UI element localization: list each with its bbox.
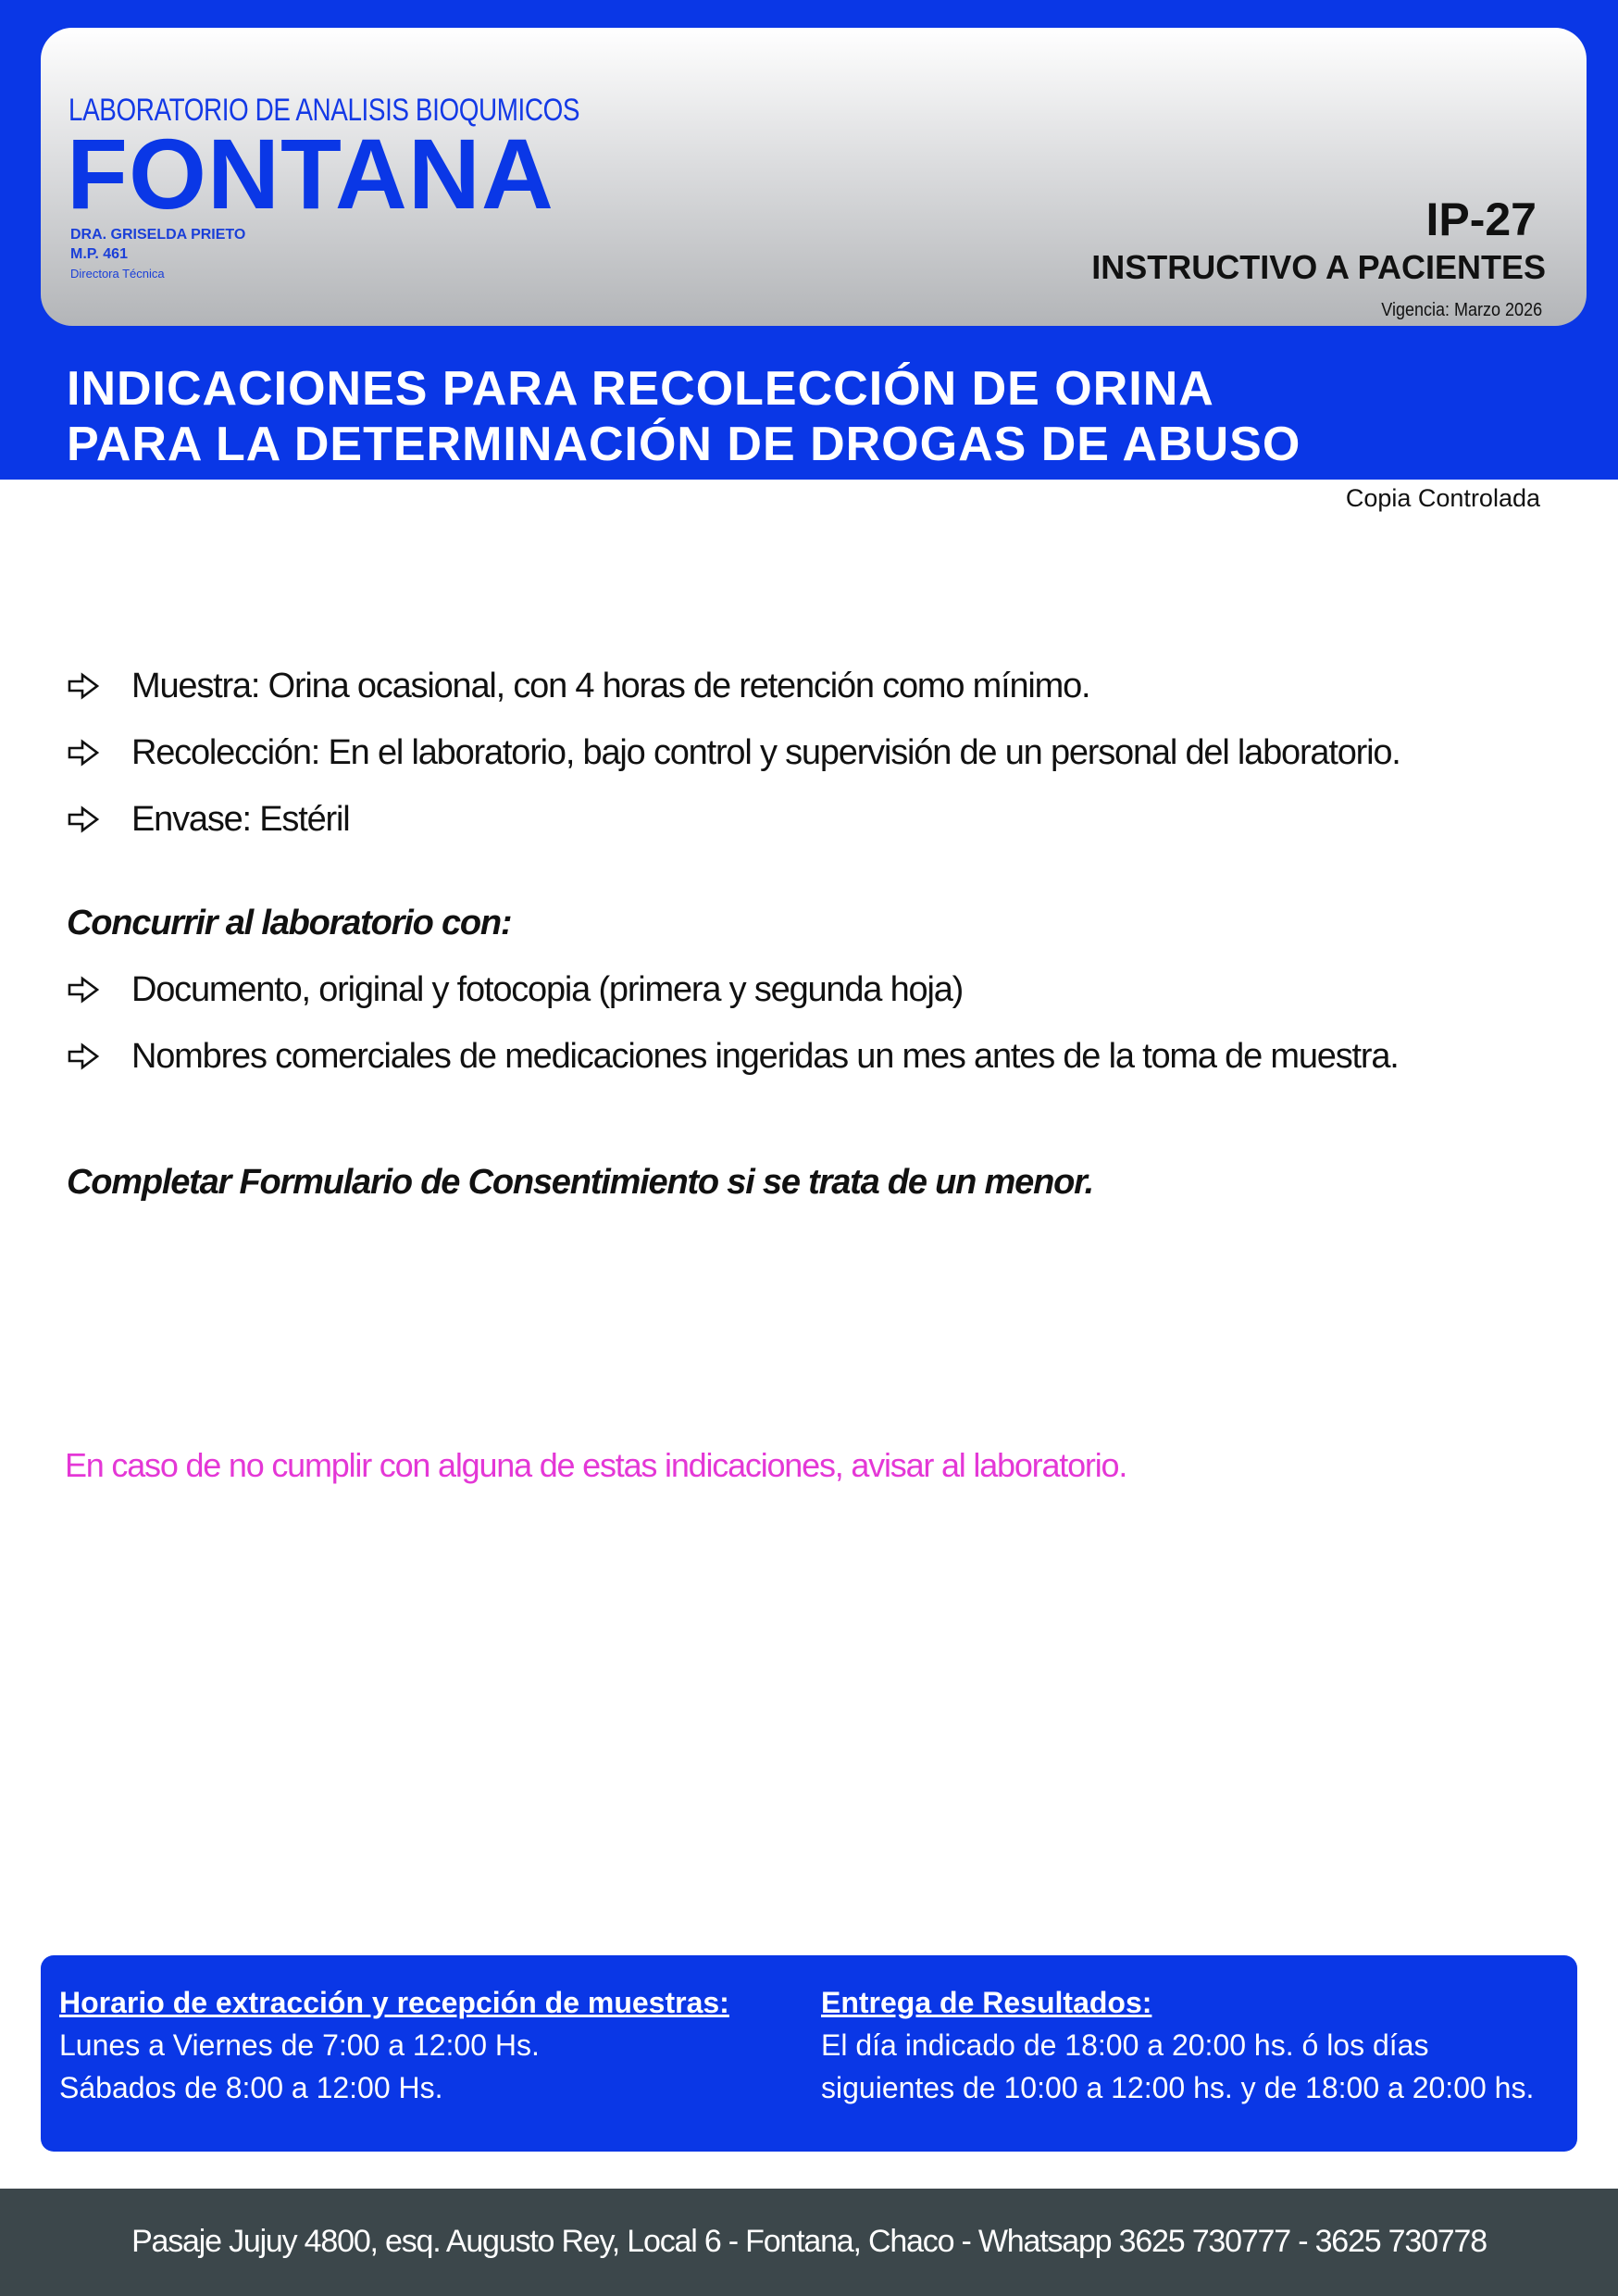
results-delivery: [821, 1981, 1534, 2109]
list-item-text: Muestra: Orina ocasional, con 4 horas de retención como mínimo.: [131, 667, 1090, 705]
list-item-text: Envase: Estéril: [131, 800, 350, 839]
extraction-line: Sábados de 8:00 a 12:00 Hs.: [59, 2071, 443, 2104]
bring-heading: Concurrir al laboratorio con:: [67, 904, 512, 942]
document-title-line-1: INDICACIONES PARA RECOLECCIÓN DE ORINA: [67, 362, 1214, 416]
document-title-line-2: PARA LA DETERMINACIÓN DE DROGAS DE ABUSO: [67, 418, 1301, 471]
results-line: El día indicado de 18:00 a 20:00 hs. ó los días: [821, 2028, 1429, 2062]
footer-bar: [0, 2189, 1618, 2296]
controlled-copy-label: Copia Controlada: [1345, 484, 1540, 512]
arrow-right-icon: [67, 805, 100, 833]
schedule-box: [41, 1955, 1577, 2152]
footer-address: Pasaje Jujuy 4800, esq. Augusto Rey, Local 6 - Fontana, Chaco - Whatsapp 3625 730777 - 3625 730778: [131, 2224, 1487, 2259]
document-type: INSTRUCTIVO A PACIENTES: [1091, 248, 1546, 286]
list-item-text: Documento, original y fotocopia (primera y segunda hoja): [131, 970, 964, 1009]
consent-note: Completar Formulario de Consentimiento si se trata de un menor.: [67, 1163, 1093, 1202]
list-item-text: Nombres comerciales de medicaciones ingeridas un mes antes de la toma de muestra.: [131, 1037, 1399, 1076]
document-code: IP-27: [1425, 193, 1537, 245]
validity-date: Vigencia: Marzo 2026: [1381, 300, 1542, 320]
lab-subtitle: LABORATORIO DE ANALISIS BIOQUMICOS: [68, 93, 580, 128]
list-item-text: Recolección: En el laboratorio, bajo control y supervisión de un personal del laboratorio.: [131, 733, 1400, 772]
header-card: [41, 28, 1587, 326]
arrow-right-icon: [67, 739, 100, 767]
extraction-hours: [59, 1981, 729, 2109]
arrow-right-icon: [67, 976, 100, 1004]
arrow-right-icon: [67, 1042, 100, 1070]
results-line: siguientes de 10:00 a 12:00 hs. y de 18:00 a 20:00 hs.: [821, 2071, 1535, 2104]
doctor-role: Directora Técnica: [70, 267, 165, 281]
warning-notice: En caso de no cumplir con alguna de estas indicaciones, avisar al laboratorio.: [65, 1446, 1127, 1484]
doctor-license: M.P. 461: [70, 246, 128, 262]
extraction-heading: Horario de extracción y recepción de muestras:: [59, 1986, 729, 2019]
doctor-name: DRA. GRISELDA PRIETO: [70, 227, 246, 243]
extraction-line: Lunes a Viernes de 7:00 a 12:00 Hs.: [59, 2028, 540, 2062]
results-heading: Entrega de Resultados:: [821, 1986, 1152, 2019]
brand-logo-text: FONTANA: [67, 118, 554, 230]
header-band: [0, 0, 1618, 480]
document-title: [67, 361, 1301, 472]
arrow-right-icon: [67, 672, 100, 700]
